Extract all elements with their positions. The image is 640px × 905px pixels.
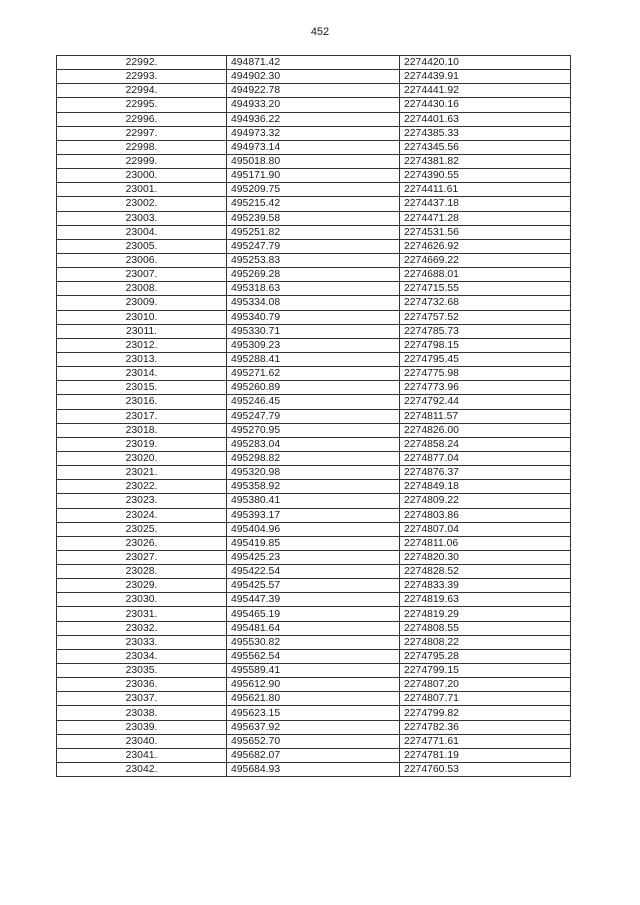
table-row xyxy=(57,607,571,621)
table-row xyxy=(57,352,571,366)
y-coordinate-cell: 2274877.04 xyxy=(400,451,571,465)
y-coordinate-cell: 2274688.01 xyxy=(400,268,571,282)
y-coordinate-cell: 2274439.91 xyxy=(400,70,571,84)
y-coordinate-cell: 2274799.15 xyxy=(400,664,571,678)
table-row xyxy=(57,324,571,338)
y-coordinate-cell: 2274437.18 xyxy=(400,197,571,211)
table-row xyxy=(57,70,571,84)
point-number-cell: 23038. xyxy=(57,706,227,720)
x-coordinate-cell: 494973.14 xyxy=(227,140,400,154)
x-coordinate-cell: 495260.89 xyxy=(227,381,400,395)
point-number-cell: 23040. xyxy=(57,734,227,748)
x-coordinate-cell: 495298.82 xyxy=(227,451,400,465)
x-coordinate-cell: 494871.42 xyxy=(227,56,400,70)
y-coordinate-cell: 2274795.45 xyxy=(400,352,571,366)
table-row xyxy=(57,635,571,649)
y-coordinate-cell: 2274345.56 xyxy=(400,140,571,154)
x-coordinate-cell: 495623.15 xyxy=(227,706,400,720)
x-coordinate-cell: 495652.70 xyxy=(227,734,400,748)
y-coordinate-cell: 2274858.24 xyxy=(400,437,571,451)
x-coordinate-cell: 495318.63 xyxy=(227,282,400,296)
x-coordinate-cell: 494902.30 xyxy=(227,70,400,84)
y-coordinate-cell: 2274795.28 xyxy=(400,649,571,663)
point-number-cell: 23015. xyxy=(57,381,227,395)
point-number-cell: 23023. xyxy=(57,494,227,508)
table-row xyxy=(57,395,571,409)
y-coordinate-cell: 2274798.15 xyxy=(400,338,571,352)
x-coordinate-cell: 495330.71 xyxy=(227,324,400,338)
point-number-cell: 23034. xyxy=(57,649,227,663)
table-row xyxy=(57,211,571,225)
y-coordinate-cell: 2274760.53 xyxy=(400,763,571,777)
y-coordinate-cell: 2274799.82 xyxy=(400,706,571,720)
table-row xyxy=(57,98,571,112)
x-coordinate-cell: 495215.42 xyxy=(227,197,400,211)
point-number-cell: 23008. xyxy=(57,282,227,296)
x-coordinate-cell: 495309.23 xyxy=(227,338,400,352)
coordinates-table-body xyxy=(57,56,571,777)
point-number-cell: 23009. xyxy=(57,296,227,310)
table-row xyxy=(57,579,571,593)
y-coordinate-cell: 2274826.00 xyxy=(400,423,571,437)
y-coordinate-cell: 2274757.52 xyxy=(400,310,571,324)
x-coordinate-cell: 494933.20 xyxy=(227,98,400,112)
point-number-cell: 23028. xyxy=(57,565,227,579)
table-row xyxy=(57,508,571,522)
table-row xyxy=(57,451,571,465)
x-coordinate-cell: 495422.54 xyxy=(227,565,400,579)
y-coordinate-cell: 2274807.71 xyxy=(400,692,571,706)
x-coordinate-cell: 495380.41 xyxy=(227,494,400,508)
point-number-cell: 23016. xyxy=(57,395,227,409)
x-coordinate-cell: 495251.82 xyxy=(227,225,400,239)
x-coordinate-cell: 495271.62 xyxy=(227,367,400,381)
x-coordinate-cell: 495481.64 xyxy=(227,621,400,635)
table-row xyxy=(57,565,571,579)
x-coordinate-cell: 495247.79 xyxy=(227,239,400,253)
point-number-cell: 22995. xyxy=(57,98,227,112)
point-number-cell: 23037. xyxy=(57,692,227,706)
point-number-cell: 23004. xyxy=(57,225,227,239)
table-row xyxy=(57,268,571,282)
table-row xyxy=(57,225,571,239)
x-coordinate-cell: 495334.08 xyxy=(227,296,400,310)
table-row xyxy=(57,84,571,98)
point-number-cell: 23002. xyxy=(57,197,227,211)
x-coordinate-cell: 495239.58 xyxy=(227,211,400,225)
point-number-cell: 23026. xyxy=(57,536,227,550)
table-row xyxy=(57,748,571,762)
y-coordinate-cell: 2274441.92 xyxy=(400,84,571,98)
table-row xyxy=(57,239,571,253)
point-number-cell: 23021. xyxy=(57,466,227,480)
y-coordinate-cell: 2274803.86 xyxy=(400,508,571,522)
y-coordinate-cell: 2274828.52 xyxy=(400,565,571,579)
x-coordinate-cell: 495419.85 xyxy=(227,536,400,550)
x-coordinate-cell: 494973.32 xyxy=(227,126,400,140)
y-coordinate-cell: 2274807.20 xyxy=(400,678,571,692)
table-row xyxy=(57,296,571,310)
y-coordinate-cell: 2274849.18 xyxy=(400,480,571,494)
table-row xyxy=(57,664,571,678)
point-number-cell: 22997. xyxy=(57,126,227,140)
point-number-cell: 23013. xyxy=(57,352,227,366)
table-row xyxy=(57,183,571,197)
point-number-cell: 23041. xyxy=(57,748,227,762)
y-coordinate-cell: 2274381.82 xyxy=(400,154,571,168)
point-number-cell: 23001. xyxy=(57,183,227,197)
x-coordinate-cell: 495358.92 xyxy=(227,480,400,494)
point-number-cell: 23030. xyxy=(57,593,227,607)
x-coordinate-cell: 495684.93 xyxy=(227,763,400,777)
y-coordinate-cell: 2274792.44 xyxy=(400,395,571,409)
x-coordinate-cell: 495589.41 xyxy=(227,664,400,678)
table-row xyxy=(57,522,571,536)
x-coordinate-cell: 495465.19 xyxy=(227,607,400,621)
x-coordinate-cell: 495246.45 xyxy=(227,395,400,409)
y-coordinate-cell: 2274430.16 xyxy=(400,98,571,112)
y-coordinate-cell: 2274811.06 xyxy=(400,536,571,550)
x-coordinate-cell: 495562.54 xyxy=(227,649,400,663)
y-coordinate-cell: 2274811.57 xyxy=(400,409,571,423)
y-coordinate-cell: 2274833.39 xyxy=(400,579,571,593)
point-number-cell: 23020. xyxy=(57,451,227,465)
point-number-cell: 23036. xyxy=(57,678,227,692)
x-coordinate-cell: 495447.39 xyxy=(227,593,400,607)
y-coordinate-cell: 2274775.98 xyxy=(400,367,571,381)
y-coordinate-cell: 2274669.22 xyxy=(400,253,571,267)
y-coordinate-cell: 2274808.22 xyxy=(400,635,571,649)
x-coordinate-cell: 495621.80 xyxy=(227,692,400,706)
x-coordinate-cell: 495270.95 xyxy=(227,423,400,437)
point-number-cell: 23000. xyxy=(57,169,227,183)
point-number-cell: 23014. xyxy=(57,367,227,381)
x-coordinate-cell: 495425.23 xyxy=(227,550,400,564)
table-row xyxy=(57,720,571,734)
y-coordinate-cell: 2274390.55 xyxy=(400,169,571,183)
x-coordinate-cell: 495247.79 xyxy=(227,409,400,423)
table-row xyxy=(57,466,571,480)
x-coordinate-cell: 495320.98 xyxy=(227,466,400,480)
point-number-cell: 22998. xyxy=(57,140,227,154)
table-row xyxy=(57,649,571,663)
table-row xyxy=(57,338,571,352)
point-number-cell: 23006. xyxy=(57,253,227,267)
y-coordinate-cell: 2274732.68 xyxy=(400,296,571,310)
table-row xyxy=(57,154,571,168)
y-coordinate-cell: 2274876.37 xyxy=(400,466,571,480)
x-coordinate-cell: 495288.41 xyxy=(227,352,400,366)
table-row xyxy=(57,763,571,777)
table-row xyxy=(57,140,571,154)
x-coordinate-cell: 495530.82 xyxy=(227,635,400,649)
table-row xyxy=(57,734,571,748)
point-number-cell: 22996. xyxy=(57,112,227,126)
x-coordinate-cell: 495209.75 xyxy=(227,183,400,197)
point-number-cell: 23031. xyxy=(57,607,227,621)
point-number-cell: 23039. xyxy=(57,720,227,734)
point-number-cell: 22994. xyxy=(57,84,227,98)
x-coordinate-cell: 495425.57 xyxy=(227,579,400,593)
point-number-cell: 23032. xyxy=(57,621,227,635)
y-coordinate-cell: 2274385.33 xyxy=(400,126,571,140)
x-coordinate-cell: 495018.80 xyxy=(227,154,400,168)
point-number-cell: 23005. xyxy=(57,239,227,253)
point-number-cell: 22993. xyxy=(57,70,227,84)
y-coordinate-cell: 2274819.63 xyxy=(400,593,571,607)
x-coordinate-cell: 495253.83 xyxy=(227,253,400,267)
table-row xyxy=(57,550,571,564)
point-number-cell: 23007. xyxy=(57,268,227,282)
point-number-cell: 23017. xyxy=(57,409,227,423)
y-coordinate-cell: 2274531.56 xyxy=(400,225,571,239)
y-coordinate-cell: 2274771.61 xyxy=(400,734,571,748)
table-row xyxy=(57,678,571,692)
x-coordinate-cell: 495171.90 xyxy=(227,169,400,183)
x-coordinate-cell: 494936.22 xyxy=(227,112,400,126)
point-number-cell: 23024. xyxy=(57,508,227,522)
x-coordinate-cell: 495340.79 xyxy=(227,310,400,324)
x-coordinate-cell: 495269.28 xyxy=(227,268,400,282)
point-number-cell: 23019. xyxy=(57,437,227,451)
y-coordinate-cell: 2274781.19 xyxy=(400,748,571,762)
x-coordinate-cell: 495637.92 xyxy=(227,720,400,734)
table-row xyxy=(57,593,571,607)
x-coordinate-cell: 495404.96 xyxy=(227,522,400,536)
table-row xyxy=(57,169,571,183)
table-row xyxy=(57,112,571,126)
table-row xyxy=(57,437,571,451)
y-coordinate-cell: 2274809.22 xyxy=(400,494,571,508)
table-row xyxy=(57,621,571,635)
table-row xyxy=(57,692,571,706)
table-row xyxy=(57,381,571,395)
y-coordinate-cell: 2274819.29 xyxy=(400,607,571,621)
y-coordinate-cell: 2274471.28 xyxy=(400,211,571,225)
y-coordinate-cell: 2274782.36 xyxy=(400,720,571,734)
table-row xyxy=(57,282,571,296)
table-row xyxy=(57,409,571,423)
y-coordinate-cell: 2274715.55 xyxy=(400,282,571,296)
table-row xyxy=(57,197,571,211)
point-number-cell: 23042. xyxy=(57,763,227,777)
table-row xyxy=(57,536,571,550)
table-row xyxy=(57,480,571,494)
y-coordinate-cell: 2274808.55 xyxy=(400,621,571,635)
y-coordinate-cell: 2274626.92 xyxy=(400,239,571,253)
coordinates-table xyxy=(56,55,571,777)
y-coordinate-cell: 2274401.63 xyxy=(400,112,571,126)
point-number-cell: 23010. xyxy=(57,310,227,324)
point-number-cell: 23035. xyxy=(57,664,227,678)
point-number-cell: 23018. xyxy=(57,423,227,437)
y-coordinate-cell: 2274420.10 xyxy=(400,56,571,70)
y-coordinate-cell: 2274820.30 xyxy=(400,550,571,564)
x-coordinate-cell: 495612.90 xyxy=(227,678,400,692)
table-row xyxy=(57,126,571,140)
point-number-cell: 23011. xyxy=(57,324,227,338)
y-coordinate-cell: 2274807.04 xyxy=(400,522,571,536)
point-number-cell: 23027. xyxy=(57,550,227,564)
page-number: 452 xyxy=(310,26,330,38)
x-coordinate-cell: 494922.78 xyxy=(227,84,400,98)
point-number-cell: 23012. xyxy=(57,338,227,352)
table-row xyxy=(57,367,571,381)
point-number-cell: 22999. xyxy=(57,154,227,168)
y-coordinate-cell: 2274411.61 xyxy=(400,183,571,197)
y-coordinate-cell: 2274785.73 xyxy=(400,324,571,338)
table-row xyxy=(57,706,571,720)
point-number-cell: 22992. xyxy=(57,56,227,70)
table-row xyxy=(57,494,571,508)
x-coordinate-cell: 495283.04 xyxy=(227,437,400,451)
x-coordinate-cell: 495682.07 xyxy=(227,748,400,762)
y-coordinate-cell: 2274773.96 xyxy=(400,381,571,395)
x-coordinate-cell: 495393.17 xyxy=(227,508,400,522)
point-number-cell: 23022. xyxy=(57,480,227,494)
point-number-cell: 23003. xyxy=(57,211,227,225)
point-number-cell: 23025. xyxy=(57,522,227,536)
table-row xyxy=(57,423,571,437)
point-number-cell: 23033. xyxy=(57,635,227,649)
table-row xyxy=(57,56,571,70)
table-row xyxy=(57,310,571,324)
table-row xyxy=(57,253,571,267)
point-number-cell: 23029. xyxy=(57,579,227,593)
